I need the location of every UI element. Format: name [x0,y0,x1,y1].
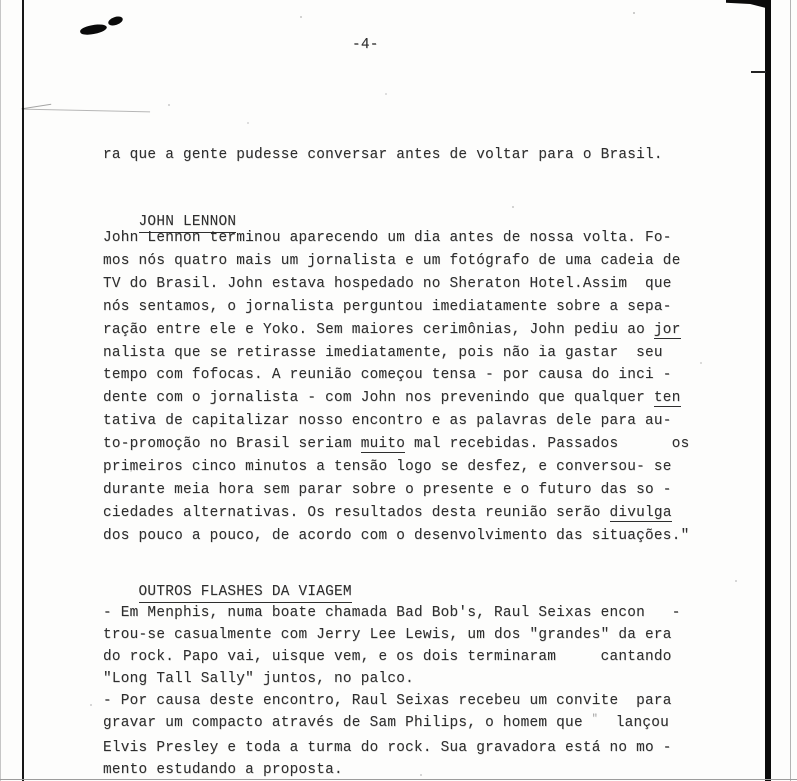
heading-underlined-text: OUTROS FLASHES DA VIAGEM [139,584,352,603]
text-line [103,456,743,479]
text-segment: primeiros cinco minutos a tensão logo se desfez, e conversou- se [103,459,672,476]
text-segment: nalista que se retirasse imediatamente, pois não ia gastar seu [103,344,663,361]
text-line [103,525,743,548]
text-segment: TV do Brasil. John estava hospedado no Sheraton Hotel.Assim que [103,275,672,292]
text-line [103,364,743,387]
underlined-text-segment: jor [653,321,681,338]
text-segment: durante meia hora sem parar sobre o presente e o futuro das so - [103,481,672,498]
text-segment: trou-se casualmente com Jerry Lee Lewis, um dos "grandes" da era [103,627,672,644]
text-line [103,387,743,410]
text-segment: do rock. Papo vai, uisque vem, e os dois terminaram cantando [103,649,672,666]
text-line [103,433,743,456]
text-segment: dos pouco a pouco, de acordo com o desenvolvimento das situações." [103,527,690,544]
text-line [103,668,743,690]
scan-noise-specks [0,0,2,2]
text-line [103,479,743,502]
text-line [103,712,743,736]
underlined-text-segment: divulga [609,504,672,521]
text-segment: John Lennon terminou aparecendo um dia antes de nossa volta. Fo- [103,230,672,246]
text-line [103,319,743,342]
heading-underlined-text: JOHN LENNON [139,214,237,233]
text-line [103,250,743,273]
text-segment: nós sentamos, o jornalista perguntou imediatamente sobre a sepa- [103,298,672,315]
text-segment: tativa de capitalizar nosso encontro e as palavras dele para au- [103,413,672,430]
text-segment: mos nós quatro mais um jornalista e um fotógrafo de uma cadeia de [103,252,681,269]
underlined-text-segment: muito [360,436,406,453]
text-line [103,690,743,712]
underlined-text-segment: ten [653,390,681,407]
intro-paragraph-line: ra que a gente pudesse conversar antes de voltar para o Brasil. [103,147,663,163]
text-segment: lançou [597,715,670,732]
text-line [103,624,743,646]
margin-tick [751,71,766,73]
text-line [103,737,743,759]
scan-edge-left [0,0,1,781]
text-segment: ração entre ele e Yoko. Sem maiores cerimônias, John pediu ao [103,321,654,338]
text-segment: tempo com fofocas. A reunião começou tensa - por causa do inci - [103,367,672,384]
text-segment: mento estudando a proposta. [103,761,343,778]
text-segment: - Em Menphis, numa boate chamada Bad Bob's, Raul Seixas encon - [103,605,681,621]
ink-smudge [107,15,124,27]
text-segment: "Long Tall Sally" juntos, no palco. [103,671,415,688]
text-segment: Elvis Presley e toda a turma do rock. Sua gravadora está no mo - [103,739,672,756]
text-line [103,410,743,433]
text-line [103,342,743,365]
text-segment: ciedades alternativas. Os resultados desta reunião serão [103,504,610,521]
scan-edge-right [790,0,791,781]
section-body-outros-flashes [103,602,743,781]
corner-shadow [726,0,770,9]
section-body-john-lennon [103,227,743,548]
text-segment: to-promoção no Brasil seriam [103,436,361,453]
text-line [103,759,743,781]
text-segment: - Por causa deste encontro, Raul Seixas recebeu um convite para [103,693,672,710]
text-line [103,273,743,296]
ink-smudge [79,23,107,37]
text-line [103,602,743,624]
text-segment: " [591,714,598,726]
text-line [103,227,743,250]
text-line [103,296,743,319]
text-segment: mal recebidas. Passados os [405,436,690,453]
text-segment: gravar um compacto através de Sam Philips, o homem que [103,715,592,732]
text-line [103,646,743,668]
page-number: -4- [352,37,379,53]
text-segment: dente com o jornalista - com John nos prevenindo que qualquer [103,390,654,407]
text-line [103,502,743,525]
right-binder-line [765,0,771,781]
